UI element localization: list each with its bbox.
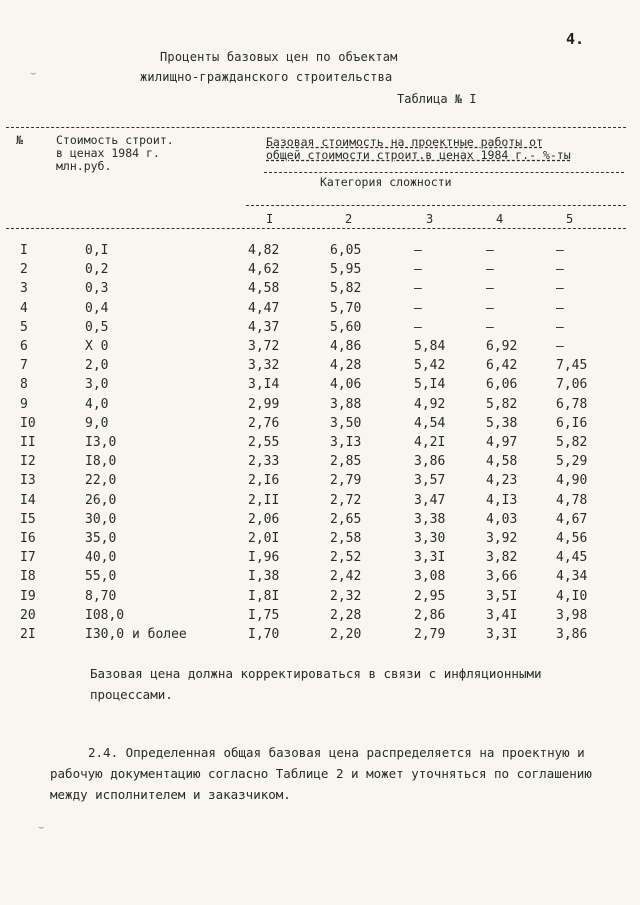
row-value-cat-3: 3,86 (414, 454, 446, 470)
row-number: 8 (20, 377, 28, 393)
row-value-cat-4: – (486, 319, 494, 335)
row-value-cat-4: 6,42 (486, 358, 518, 374)
row-cost: I30,0 и более (85, 627, 187, 642)
row-number: II (20, 435, 36, 450)
table-row (0, 397, 640, 416)
row-value-cat-2: 4,86 (330, 339, 362, 354)
row-value-cat-3: 4,2I (414, 435, 446, 450)
row-value-cat-4: 3,3I (486, 627, 518, 642)
row-cost: 40,0 (85, 550, 117, 566)
row-value-cat-2: 3,50 (330, 415, 362, 431)
row-value-cat-1: 2,76 (248, 415, 280, 431)
row-value-cat-3: 2,95 (414, 588, 446, 604)
row-value-cat-2: 3,88 (330, 396, 362, 412)
scan-smudge: ⌣ (38, 822, 45, 833)
row-value-cat-3: 3,57 (414, 473, 446, 489)
row-cost: 3,0 (85, 377, 109, 393)
row-value-cat-3: 3,38 (414, 511, 446, 527)
row-value-cat-4: 6,06 (486, 377, 518, 393)
table-row (0, 512, 640, 531)
row-cost: 22,0 (85, 473, 117, 489)
row-value-cat-1: 4,62 (248, 262, 280, 278)
row-value-cat-4: 3,5I (486, 588, 518, 604)
row-cost: 30,0 (85, 511, 117, 527)
row-value-cat-5: 6,I6 (556, 415, 588, 431)
row-value-cat-4: 4,23 (486, 473, 518, 489)
row-number: 2 (20, 262, 28, 278)
row-value-cat-1: 3,I4 (248, 377, 280, 393)
row-value-cat-5: 4,67 (556, 511, 588, 527)
header-base-line-2: общей стоимости строит.в ценах 1984 г.- %-ты (266, 148, 571, 162)
row-value-cat-5: – (556, 243, 564, 258)
row-value-cat-3: 3,30 (414, 531, 446, 546)
row-cost: 8,70 (85, 588, 117, 604)
category-5: 5 (566, 212, 574, 226)
row-cost: 0,5 (85, 319, 109, 335)
row-value-cat-2: 4,06 (330, 377, 362, 393)
row-value-cat-4: 3,66 (486, 569, 518, 585)
table-row (0, 339, 640, 358)
row-value-cat-1: 4,82 (248, 243, 280, 258)
row-value-cat-2: 5,95 (330, 262, 362, 278)
row-number: I8 (20, 569, 36, 585)
title-line-2: жилищно-гражданского строительства (140, 70, 393, 84)
row-value-cat-1: I,8I (248, 588, 280, 604)
row-number: I5 (20, 511, 36, 527)
row-value-cat-1: I,75 (248, 607, 280, 623)
row-cost: 26,0 (85, 492, 117, 508)
row-value-cat-3: 4,92 (414, 396, 446, 412)
row-cost: 4,0 (85, 396, 109, 412)
row-value-cat-5: – (556, 339, 564, 354)
row-value-cat-4: 4,03 (486, 511, 518, 527)
row-value-cat-1: 3,32 (248, 358, 280, 374)
row-value-cat-3: – (414, 262, 422, 278)
table-row (0, 435, 640, 454)
row-value-cat-5: 4,78 (556, 492, 588, 508)
table-row (0, 493, 640, 512)
header-base-line-1: Базовая стоимость на проектные работы от (266, 135, 543, 149)
row-value-cat-5: 3,98 (556, 607, 588, 623)
table-row (0, 550, 640, 569)
table-row (0, 531, 640, 550)
row-value-cat-3: 3,08 (414, 569, 446, 585)
row-value-cat-1: 2,55 (248, 435, 280, 450)
row-value-cat-4: – (486, 300, 494, 316)
row-value-cat-4: 6,92 (486, 339, 518, 354)
row-value-cat-4: 3,4I (486, 607, 518, 623)
row-cost: 35,0 (85, 531, 117, 546)
row-value-cat-4: 5,38 (486, 415, 518, 431)
row-value-cat-2: 2,65 (330, 511, 362, 527)
row-value-cat-5: 3,86 (556, 627, 588, 642)
row-value-cat-3: – (414, 319, 422, 335)
category-rule (246, 205, 626, 206)
row-number: 7 (20, 358, 28, 374)
row-value-cat-4: 4,I3 (486, 492, 518, 508)
row-cost: I3,0 (85, 435, 117, 450)
row-number: 5 (20, 319, 28, 335)
table-row (0, 281, 640, 300)
header-base-cost (266, 136, 626, 162)
row-value-cat-1: I,96 (248, 550, 280, 566)
row-cost: 0,2 (85, 262, 109, 278)
row-number: I0 (20, 415, 36, 431)
row-value-cat-3: – (414, 300, 422, 316)
row-value-cat-1: 4,37 (248, 319, 280, 335)
row-value-cat-5: 7,45 (556, 358, 588, 374)
row-number: I4 (20, 492, 36, 508)
row-number: 2I (20, 627, 36, 642)
row-number: I7 (20, 550, 36, 566)
row-cost: 2,0 (85, 358, 109, 374)
row-number: 20 (20, 607, 36, 623)
scan-smudge: ⌣ (30, 68, 37, 79)
table-row (0, 569, 640, 588)
row-value-cat-4: – (486, 262, 494, 278)
row-value-cat-4: 4,97 (486, 435, 518, 450)
row-number: 6 (20, 339, 28, 354)
row-value-cat-1: 2,99 (248, 396, 280, 412)
row-value-cat-2: 2,42 (330, 569, 362, 585)
row-value-cat-3: 5,42 (414, 358, 446, 374)
row-cost: 55,0 (85, 569, 117, 585)
row-value-cat-3: 5,84 (414, 339, 446, 354)
row-value-cat-2: 6,05 (330, 243, 362, 258)
row-cost: 0,I (85, 243, 109, 258)
category-2: 2 (345, 212, 353, 226)
row-value-cat-4: 3,92 (486, 531, 518, 546)
row-value-cat-1: I,70 (248, 627, 280, 642)
row-number: I3 (20, 473, 36, 489)
row-value-cat-5: 4,34 (556, 569, 588, 585)
table-row (0, 473, 640, 492)
table-row (0, 627, 640, 646)
row-value-cat-2: 5,82 (330, 281, 362, 297)
row-value-cat-3: – (414, 281, 422, 297)
table-row (0, 262, 640, 281)
row-value-cat-1: 4,58 (248, 281, 280, 297)
row-cost: I08,0 (85, 607, 125, 623)
row-value-cat-2: 2,52 (330, 550, 362, 566)
row-value-cat-2: 2,58 (330, 531, 362, 546)
row-value-cat-3: 2,79 (414, 627, 446, 642)
row-value-cat-5: – (556, 262, 564, 278)
category-1: I (266, 212, 274, 226)
category-4: 4 (496, 212, 504, 226)
table-label: Таблица № I (397, 92, 477, 106)
row-value-cat-4: – (486, 281, 494, 297)
row-cost: 0,4 (85, 300, 109, 316)
row-value-cat-5: 4,56 (556, 531, 588, 546)
row-value-cat-3: 5,I4 (414, 377, 446, 393)
row-value-cat-2: 2,85 (330, 454, 362, 470)
row-value-cat-2: 2,20 (330, 627, 362, 642)
row-cost: X 0 (85, 339, 109, 354)
row-value-cat-2: 2,79 (330, 473, 362, 489)
row-cost: 9,0 (85, 415, 109, 431)
row-number: I9 (20, 588, 36, 604)
row-number: I6 (20, 531, 36, 546)
table-row (0, 358, 640, 377)
inflation-note: Базовая цена должна корректироваться в связи с инфляционными процессами. (90, 666, 542, 702)
row-value-cat-1: 2,II (248, 492, 280, 508)
row-value-cat-2: 3,I3 (330, 435, 362, 450)
row-value-cat-2: 2,72 (330, 492, 362, 508)
row-value-cat-2: 2,28 (330, 607, 362, 623)
table-top-rule (6, 127, 626, 128)
table-row (0, 416, 640, 435)
row-value-cat-5: 5,29 (556, 454, 588, 470)
row-value-cat-3: 2,86 (414, 607, 446, 623)
row-cost: 0,3 (85, 281, 109, 297)
section-paragraph: 2.4. Определенная общая базовая цена распределяется на проектную и рабочую документацию согласно Таблице 2 и может уточняться по соглашению между исполнителем и заказчиком. (50, 745, 592, 802)
row-value-cat-4: 3,82 (486, 550, 518, 566)
row-value-cat-1: 2,0I (248, 531, 280, 546)
row-value-cat-3: 3,3I (414, 550, 446, 566)
row-number: 9 (20, 396, 28, 412)
table-row (0, 320, 640, 339)
row-value-cat-1: 2,33 (248, 454, 280, 470)
row-value-cat-3: 3,47 (414, 492, 446, 508)
header-cost: Стоимость строит. в ценах 1984 г. млн.руб. (56, 133, 174, 173)
row-value-cat-5: – (556, 319, 564, 335)
row-number: 3 (20, 281, 28, 297)
row-value-cat-2: 2,32 (330, 588, 362, 604)
row-value-cat-5: – (556, 281, 564, 297)
page-number: 4. (566, 30, 585, 48)
row-value-cat-1: 2,06 (248, 511, 280, 527)
row-value-cat-3: 4,54 (414, 415, 446, 431)
row-value-cat-1: 3,72 (248, 339, 280, 354)
header-rule (264, 172, 624, 173)
row-value-cat-5: 7,06 (556, 377, 588, 393)
row-value-cat-4: 5,82 (486, 396, 518, 412)
table-row (0, 608, 640, 627)
row-value-cat-5: – (556, 300, 564, 316)
header-bottom-rule (6, 228, 626, 229)
row-value-cat-2: 5,70 (330, 300, 362, 316)
row-value-cat-4: – (486, 243, 494, 258)
category-3: 3 (426, 212, 434, 226)
table-row (0, 454, 640, 473)
table-row (0, 301, 640, 320)
row-number: I (20, 243, 28, 258)
row-value-cat-5: 5,82 (556, 435, 588, 450)
row-value-cat-4: 4,58 (486, 454, 518, 470)
row-number: 4 (20, 300, 28, 316)
header-number: № (16, 133, 23, 147)
row-value-cat-5: 4,I0 (556, 588, 588, 604)
row-value-cat-2: 4,28 (330, 358, 362, 374)
header-category: Категория сложности (320, 175, 452, 189)
table-row (0, 243, 640, 262)
row-value-cat-1: I,38 (248, 569, 280, 585)
row-value-cat-5: 4,90 (556, 473, 588, 489)
row-value-cat-3: – (414, 243, 422, 258)
title-line-1: Проценты базовых цен по объектам (160, 50, 398, 64)
table-row (0, 589, 640, 608)
row-value-cat-1: 4,47 (248, 300, 280, 316)
row-number: I2 (20, 454, 36, 470)
row-value-cat-5: 6,78 (556, 396, 588, 412)
row-value-cat-2: 5,60 (330, 319, 362, 335)
row-value-cat-5: 4,45 (556, 550, 588, 566)
row-value-cat-1: 2,I6 (248, 473, 280, 489)
table-row (0, 377, 640, 396)
row-cost: I8,0 (85, 454, 117, 470)
